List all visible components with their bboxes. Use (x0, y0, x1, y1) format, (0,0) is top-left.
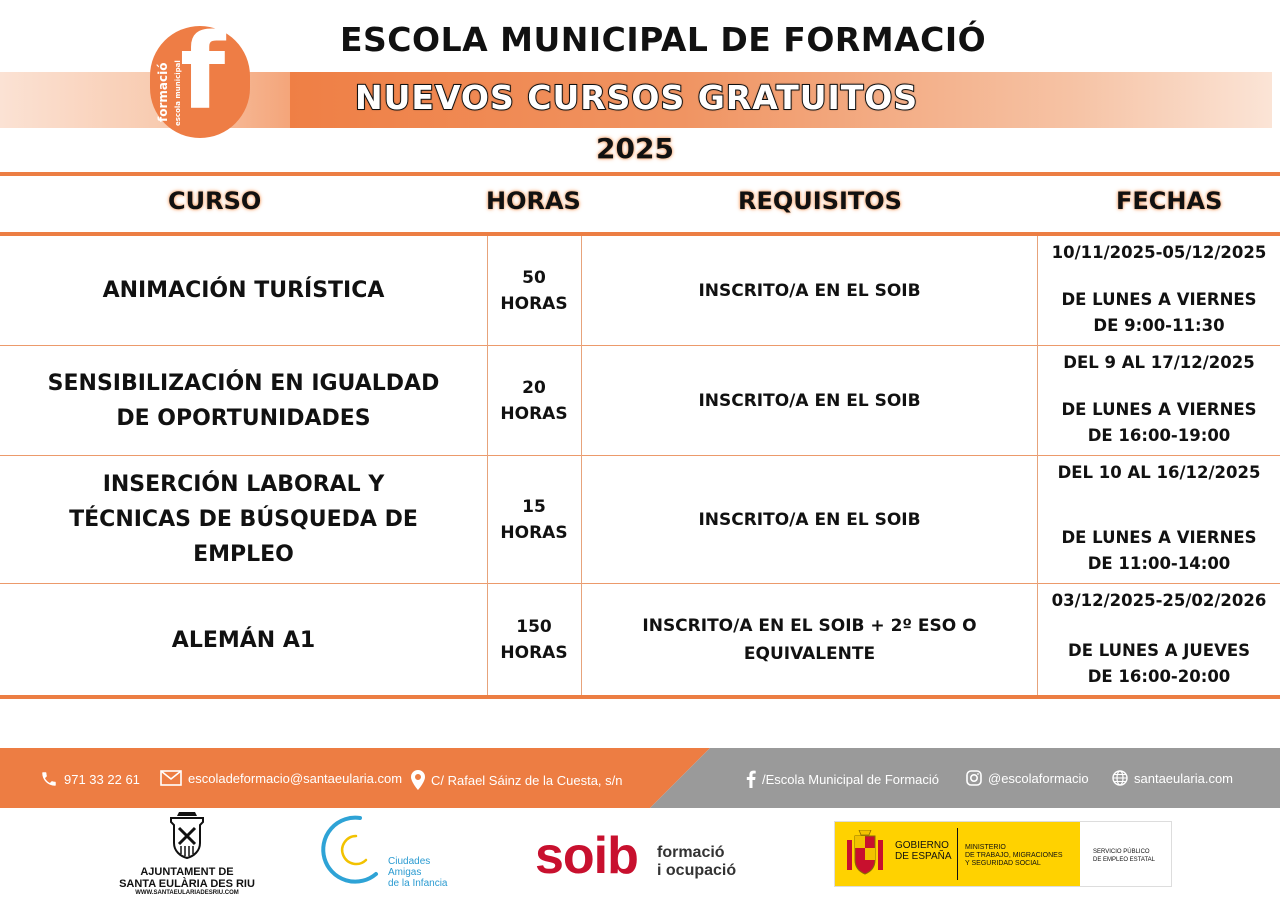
column-header-horas: HORAS (486, 187, 581, 215)
sponsor-logos (0, 808, 1280, 905)
ministerio-text (965, 844, 1063, 868)
ministerio-line-3: Y SEGURIDAD SOCIAL (965, 860, 1041, 867)
gobierno-separator (957, 828, 958, 880)
ajuntament-url: WWW.SANTAEULARIADESRIU.COM (135, 890, 239, 896)
table-row (0, 236, 1280, 346)
requirements-line: INSCRITO/A EN EL SOIB (698, 509, 921, 530)
schedule-line: DE 16:00-20:00 (1087, 667, 1231, 686)
header-top-rule (0, 172, 1280, 176)
requirements-line: INSCRITO/A EN EL SOIB (698, 390, 921, 411)
course-name-line: EMPLEO (193, 542, 294, 567)
date-range: DEL 9 AL 17/12/2025 (1063, 353, 1255, 372)
course-name-line: ALEMÁN A1 (171, 627, 316, 653)
soib-tagline-2: i ocupació (657, 862, 737, 879)
hours-cell (488, 236, 580, 345)
phone-text: 971 33 22 61 (64, 771, 140, 787)
course-name-cell (0, 346, 487, 455)
date-range: 03/12/2025-25/02/2026 (1051, 591, 1267, 610)
schedule-line: DE LUNES A VIERNES (1061, 528, 1257, 547)
logo-text-sub: escola municipal (174, 60, 182, 126)
dates-cell (1038, 456, 1280, 583)
ajuntament-line2: SANTA EULÀRIA DES RIU (119, 878, 255, 890)
soib-tagline (657, 844, 736, 880)
ciudades-line-2: Amigas (388, 867, 422, 878)
ciudades-amigas-text (388, 856, 448, 889)
sepe-text (1093, 848, 1155, 864)
column-divider (1037, 236, 1038, 696)
requirements-cell (582, 236, 1037, 345)
gobierno-line-2: DE ESPAÑA (895, 851, 952, 862)
gobierno-text (895, 840, 952, 862)
schedule-line: DE LUNES A JUEVES (1068, 641, 1250, 660)
column-header-curso: CURSO (168, 187, 262, 215)
phone-contact[interactable] (40, 770, 140, 788)
ajuntament-crest-icon (161, 810, 213, 862)
table-row (0, 456, 1280, 584)
hours-line: 150 (516, 617, 552, 637)
hours-cell (488, 584, 580, 696)
instagram-icon (966, 770, 982, 786)
ajuntament-line1: AJUNTAMENT DE (140, 866, 234, 878)
year-label: 2025 (596, 132, 674, 165)
ciudades-line-1: Ciudades (388, 856, 431, 867)
facebook-link[interactable] (746, 770, 939, 788)
column-header-requisitos: REQUISITOS (738, 187, 902, 215)
instagram-text: @escolaformacio (988, 770, 1089, 786)
requirements-cell (582, 346, 1037, 455)
soib-wordmark: soib (535, 827, 638, 885)
hours-line: HORAS (500, 643, 568, 663)
table-row (0, 346, 1280, 456)
hours-line: HORAS (500, 522, 568, 543)
logo-text-main: formació (156, 62, 170, 122)
facebook-icon (746, 770, 756, 788)
soib-logo (535, 828, 755, 888)
schedule (1061, 397, 1256, 449)
schedule-line: DE 16:00-19:00 (1087, 426, 1231, 445)
instagram-link[interactable] (966, 770, 1089, 786)
ministerio-line-2: DE TRABAJO, MIGRACIONES (965, 852, 1063, 859)
date-range: DEL 10 AL 16/12/2025 (1057, 463, 1261, 482)
website-text: santaeularia.com (1134, 770, 1233, 786)
envelope-icon (160, 770, 182, 786)
schedule (1061, 525, 1256, 577)
website-link[interactable] (1112, 770, 1233, 786)
requirements-cell (582, 456, 1037, 583)
hours-cell (488, 346, 580, 455)
ciudades-amigas-logo (316, 812, 466, 892)
page-title: ESCOLA MUNICIPAL DE FORMACIÓ (340, 20, 987, 59)
gobierno-line-1: GOBIERNO (895, 840, 949, 851)
address-contact (411, 770, 623, 790)
hours-line: 15 (522, 496, 546, 517)
course-name-cell (0, 584, 487, 696)
sepe-line-1: SERVICIO PÚBLICO (1093, 849, 1150, 855)
schedule-line: DE 11:00-14:00 (1087, 554, 1231, 573)
hours-cell (488, 456, 580, 583)
schedule-line: DE 9:00-11:30 (1093, 316, 1225, 335)
logo-letter: f (180, 11, 226, 133)
date-range: 10/11/2025-05/12/2025 (1051, 243, 1267, 262)
schedule (1068, 638, 1250, 690)
email-text: escoladeformacio@santaeularia.com (188, 770, 403, 786)
ciudades-line-3: de la Infancia (388, 878, 448, 889)
hours-line: HORAS (500, 293, 568, 314)
address-text: C/ Rafael Sáinz de la Cuesta, s/n (431, 772, 623, 788)
course-name-line: SENSIBILIZACIÓN EN IGUALDAD (47, 370, 440, 396)
course-name-cell (0, 236, 487, 345)
gobierno-logo (834, 821, 1172, 887)
hours-line: 20 (522, 377, 546, 398)
dates-cell (1038, 236, 1280, 345)
course-name-line: INSERCIÓN LABORAL Y (102, 472, 385, 497)
ministerio-line-1: MINISTERIO (965, 844, 1006, 851)
hours-line: HORAS (500, 403, 568, 424)
phone-icon (40, 770, 58, 788)
column-header-fechas: FECHAS (1116, 187, 1223, 215)
course-name-line: DE OPORTUNIDADES (116, 405, 371, 431)
page-subtitle: NUEVOS CURSOS GRATUITOS (355, 78, 919, 117)
location-pin-icon (411, 770, 425, 790)
dates-cell (1038, 584, 1280, 696)
coat-of-arms-icon (845, 830, 885, 878)
requirements-line: INSCRITO/A EN EL SOIB (698, 280, 921, 301)
email-contact[interactable] (160, 770, 402, 786)
soib-tagline-1: formació (657, 844, 725, 861)
course-name-line: ANIMACIÓN TURÍSTICA (102, 278, 385, 303)
course-name-line: TÉCNICAS DE BÚSQUEDA DE (69, 507, 418, 532)
schedule (1061, 287, 1256, 339)
dates-cell (1038, 346, 1280, 455)
sepe-line-2: DE EMPLEO ESTATAL (1093, 857, 1156, 863)
ciudades-amigas-icon (316, 812, 386, 888)
ajuntament-logo (112, 810, 262, 902)
formacio-logo (150, 11, 250, 138)
requirements-line: INSCRITO/A EN EL SOIB + 2º ESO O (642, 616, 977, 636)
column-divider (487, 236, 488, 696)
contact-bar (0, 748, 1280, 808)
requirements-cell (582, 584, 1037, 696)
schedule-line: DE LUNES A VIERNES (1061, 400, 1257, 419)
globe-icon (1112, 770, 1128, 786)
hours-line: 50 (522, 267, 546, 288)
requirements-line: EQUIVALENTE (743, 644, 876, 664)
schedule-line: DE LUNES A VIERNES (1061, 290, 1257, 309)
facebook-text: /Escola Municipal de Formació (762, 771, 940, 787)
course-name-cell (0, 456, 487, 583)
table-bottom-rule (0, 695, 1280, 699)
table-row (0, 584, 1280, 696)
column-divider (581, 236, 582, 696)
